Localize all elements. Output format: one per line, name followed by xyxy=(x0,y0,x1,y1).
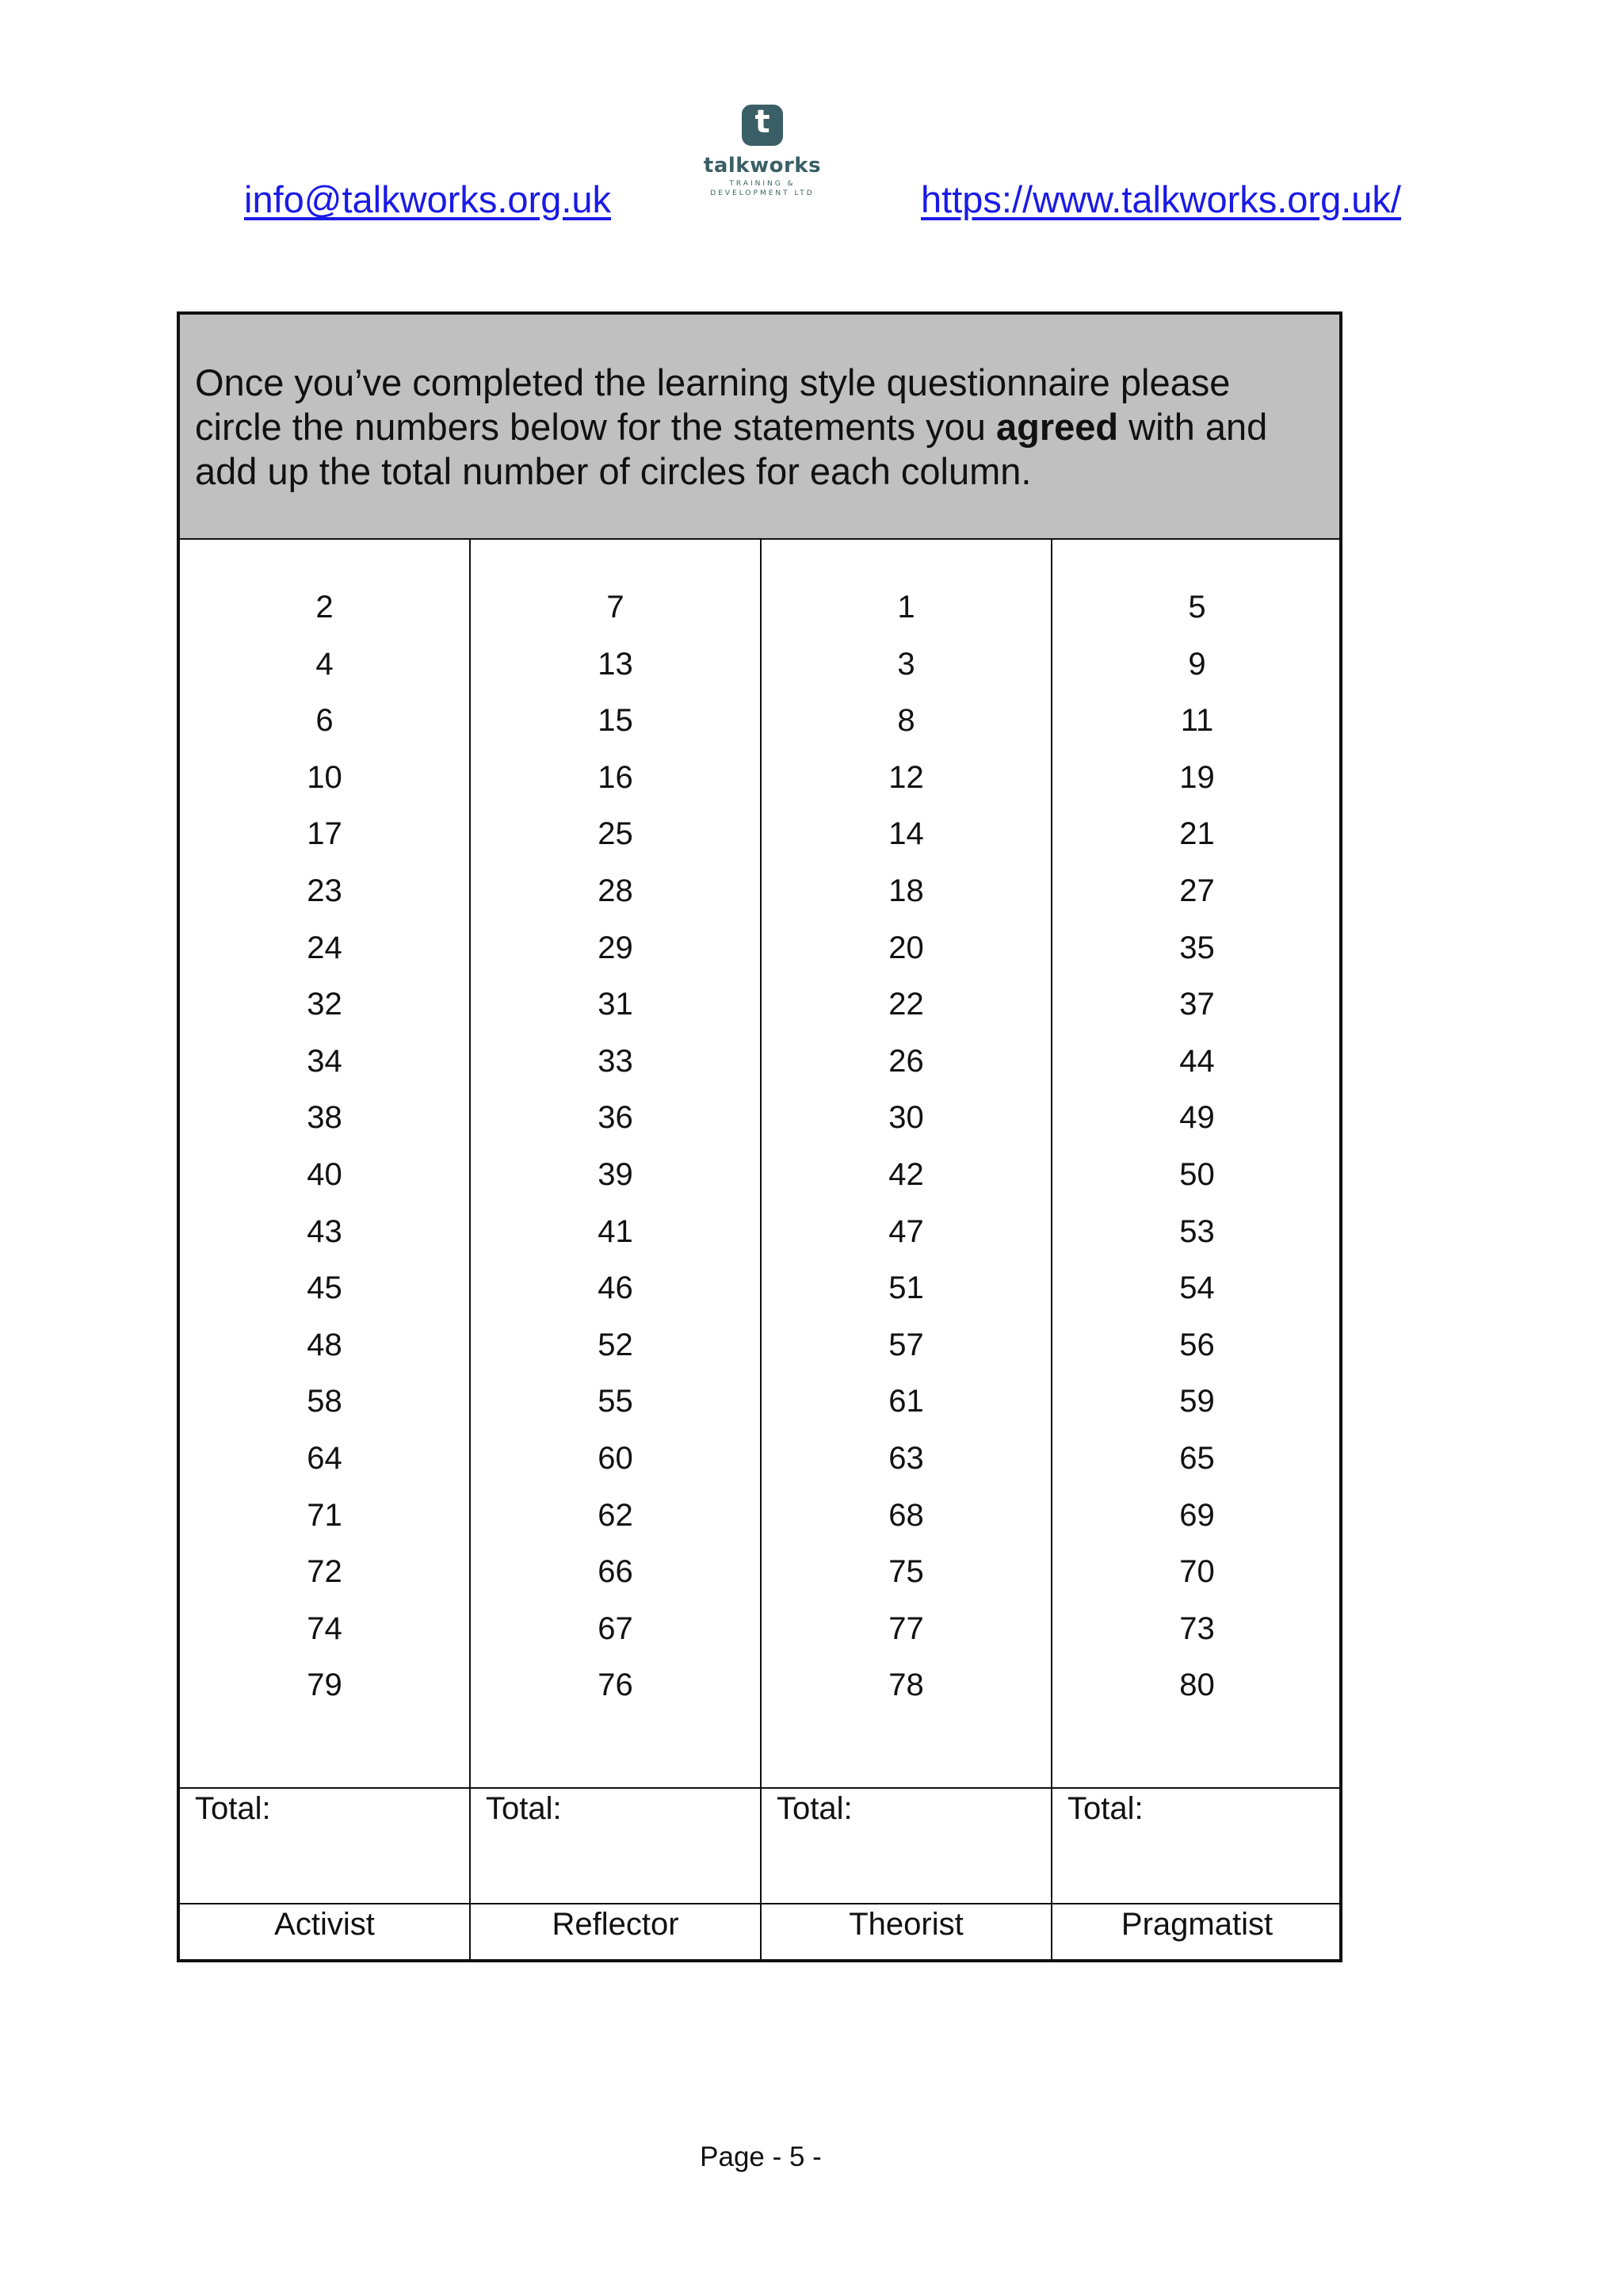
statement-number[interactable]: 15 xyxy=(598,703,633,739)
statement-number[interactable]: 25 xyxy=(598,816,633,852)
statement-number[interactable]: 47 xyxy=(888,1213,924,1249)
statement-number[interactable]: 44 xyxy=(1179,1043,1215,1079)
statement-number[interactable]: 45 xyxy=(307,1270,342,1306)
statement-number[interactable]: 60 xyxy=(598,1440,633,1476)
statement-number[interactable]: 11 xyxy=(1180,703,1214,739)
instructions-emphasis: agreed xyxy=(995,406,1119,448)
statement-number[interactable]: 43 xyxy=(307,1213,342,1249)
activist-label: Activist xyxy=(274,1907,375,1942)
statement-number[interactable]: 5 xyxy=(1188,590,1206,625)
statement-number[interactable]: 71 xyxy=(307,1497,342,1533)
statement-number[interactable]: 21 xyxy=(1179,816,1215,852)
statement-number[interactable]: 77 xyxy=(888,1610,924,1646)
statement-number[interactable]: 40 xyxy=(307,1156,342,1192)
statement-number[interactable]: 52 xyxy=(598,1327,633,1362)
statement-number[interactable]: 34 xyxy=(307,1043,342,1079)
statement-number[interactable]: 32 xyxy=(307,987,342,1022)
statement-number[interactable]: 33 xyxy=(598,1043,633,1079)
statement-number[interactable]: 2 xyxy=(315,590,334,625)
instructions-box xyxy=(180,315,1339,540)
statement-number[interactable]: 63 xyxy=(888,1440,924,1476)
statement-number[interactable]: 51 xyxy=(888,1270,924,1306)
reflector-label: Reflector xyxy=(552,1907,679,1942)
statement-number[interactable]: 19 xyxy=(1179,759,1215,795)
statement-number[interactable]: 3 xyxy=(897,646,915,682)
statement-number[interactable]: 29 xyxy=(598,930,633,965)
statement-number[interactable]: 78 xyxy=(888,1668,924,1703)
statement-number[interactable]: 39 xyxy=(598,1156,633,1192)
statement-number[interactable]: 67 xyxy=(598,1610,633,1646)
statement-number[interactable]: 35 xyxy=(1179,930,1215,965)
statement-number[interactable]: 80 xyxy=(1179,1668,1215,1703)
statement-number[interactable]: 9 xyxy=(1188,646,1206,682)
page-number: Page - 5 - xyxy=(700,2141,822,2172)
pragmatist-numbers xyxy=(1052,579,1342,1714)
pragmatist-label: Pragmatist xyxy=(1121,1907,1274,1942)
statement-number[interactable]: 23 xyxy=(307,873,342,908)
statement-number[interactable]: 37 xyxy=(1179,987,1215,1022)
statement-number[interactable]: 30 xyxy=(888,1100,924,1136)
statement-number[interactable]: 10 xyxy=(307,759,342,795)
logo-tagline-1: TRAINING & xyxy=(729,180,796,188)
statement-number[interactable]: 13 xyxy=(598,646,633,682)
statement-number[interactable]: 24 xyxy=(307,930,342,965)
learning-style-score-table xyxy=(177,311,1342,1962)
statement-number[interactable]: 72 xyxy=(307,1554,342,1590)
reflector-total-field[interactable]: Total: xyxy=(486,1791,562,1826)
statement-number[interactable]: 46 xyxy=(598,1270,633,1306)
statement-number[interactable]: 68 xyxy=(888,1497,924,1533)
theorist-total-field[interactable]: Total: xyxy=(777,1791,853,1826)
statement-number[interactable]: 75 xyxy=(888,1554,924,1590)
theorist-numbers xyxy=(762,579,1051,1714)
instructions-before: Once you’ve completed the learning style questionnaire please circle the numbers below for the statements you xyxy=(195,361,1231,448)
website-link[interactable]: https://www.talkworks.org.uk/ xyxy=(921,178,1401,220)
statement-number[interactable]: 55 xyxy=(598,1384,633,1419)
statement-number[interactable]: 6 xyxy=(315,703,334,739)
statement-number[interactable]: 7 xyxy=(606,590,624,625)
statement-number[interactable]: 1 xyxy=(897,590,915,625)
statement-number[interactable]: 79 xyxy=(307,1668,342,1703)
reflector-numbers xyxy=(471,579,760,1714)
email-link[interactable]: info@talkworks.org.uk xyxy=(244,178,612,220)
statement-number[interactable]: 49 xyxy=(1179,1100,1215,1136)
statement-number[interactable]: 18 xyxy=(888,873,924,908)
statement-number[interactable]: 59 xyxy=(1179,1384,1215,1419)
statement-number[interactable]: 36 xyxy=(598,1100,633,1136)
statement-number[interactable]: 27 xyxy=(1179,873,1215,908)
activist-total-field[interactable]: Total: xyxy=(195,1791,271,1826)
statement-number[interactable]: 26 xyxy=(888,1043,924,1079)
statement-number[interactable]: 76 xyxy=(598,1668,633,1703)
totals-row-divider xyxy=(180,1787,1339,1789)
statement-number[interactable]: 66 xyxy=(598,1554,633,1590)
statement-number[interactable]: 57 xyxy=(888,1327,924,1362)
statement-number[interactable]: 74 xyxy=(307,1610,342,1646)
instructions-after: with and add up the total number of circles for each column. xyxy=(195,406,1268,492)
statement-number[interactable]: 16 xyxy=(598,759,633,795)
statement-number[interactable]: 8 xyxy=(897,703,915,739)
statement-number[interactable]: 64 xyxy=(307,1440,342,1476)
statement-number[interactable]: 12 xyxy=(888,759,924,795)
statement-number[interactable]: 65 xyxy=(1179,1440,1215,1476)
statement-number[interactable]: 41 xyxy=(598,1213,633,1249)
pragmatist-total-field[interactable]: Total: xyxy=(1067,1791,1144,1826)
activist-numbers xyxy=(180,579,469,1714)
statement-number[interactable]: 53 xyxy=(1179,1213,1215,1249)
logo-mark-icon: t xyxy=(742,105,783,146)
logo-tagline-2: DEVELOPMENT LTD xyxy=(710,189,815,197)
statement-number[interactable]: 48 xyxy=(307,1327,342,1362)
statement-number[interactable]: 62 xyxy=(598,1497,633,1533)
logo-name: talkworks xyxy=(703,154,822,178)
statement-number[interactable]: 14 xyxy=(888,816,924,852)
instructions-text xyxy=(195,361,1320,494)
statement-number[interactable]: 20 xyxy=(888,930,924,965)
statement-number[interactable]: 31 xyxy=(598,987,633,1022)
statement-number[interactable]: 28 xyxy=(598,873,633,908)
statement-number[interactable]: 54 xyxy=(1179,1270,1215,1306)
statement-number[interactable]: 61 xyxy=(888,1384,924,1419)
statement-number[interactable]: 58 xyxy=(307,1384,342,1419)
statement-number[interactable]: 17 xyxy=(307,816,342,852)
statement-number[interactable]: 42 xyxy=(888,1156,924,1192)
statement-number[interactable]: 4 xyxy=(315,646,334,682)
statement-number[interactable]: 50 xyxy=(1179,1156,1215,1192)
statement-number[interactable]: 70 xyxy=(1179,1554,1215,1590)
statement-number[interactable]: 69 xyxy=(1179,1497,1215,1533)
talkworks-logo xyxy=(701,101,824,214)
statement-number[interactable]: 56 xyxy=(1179,1327,1215,1362)
statement-number[interactable]: 73 xyxy=(1179,1610,1215,1646)
statement-number[interactable]: 22 xyxy=(888,987,924,1022)
theorist-label: Theorist xyxy=(849,1907,964,1942)
statement-number[interactable]: 38 xyxy=(307,1100,342,1136)
